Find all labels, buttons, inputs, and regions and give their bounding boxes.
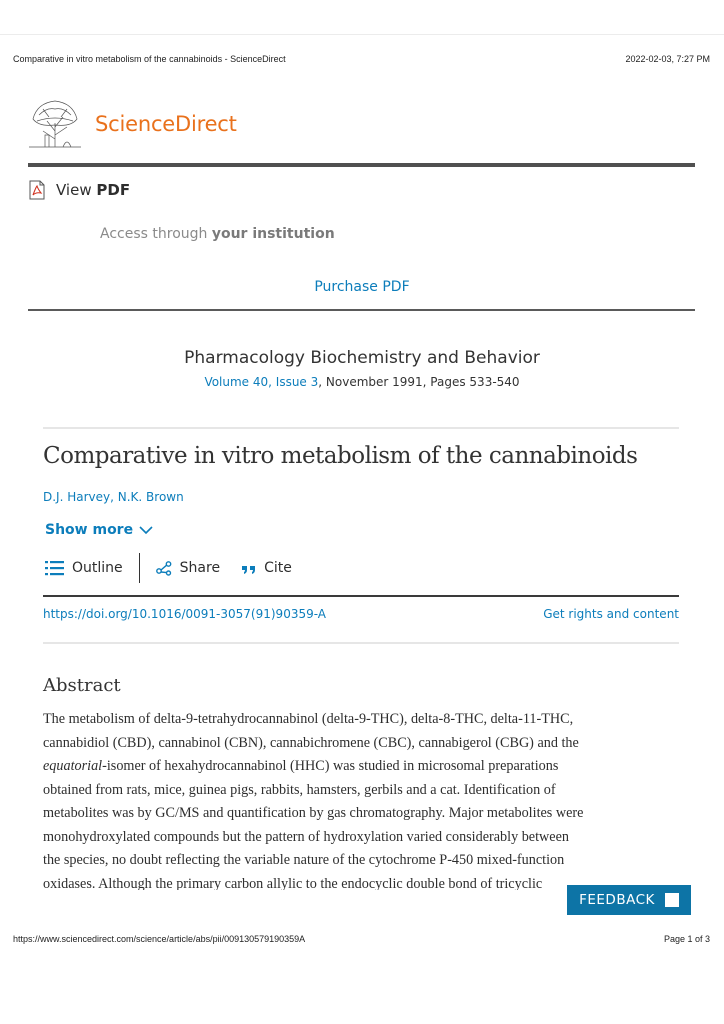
abstract-line-2: cannabidiol (CBD), cannabinol (CBN), cannabichromene (CBC), cannabigerol (CBG) and the — [43, 734, 579, 751]
journal-date-pages: , November 1991, Pages 533-540 — [318, 375, 520, 389]
header-rule — [28, 163, 695, 167]
rights-link[interactable]: Get rights and content — [543, 607, 679, 621]
abstract-line-3-rest: -isomer of hexahydrocannabinol (HHC) was studied in microsomal preparations — [102, 758, 559, 774]
footer-page-number: Page 1 of 3 — [663, 934, 710, 944]
divider-light-abstract — [43, 642, 679, 644]
quote-icon — [242, 562, 256, 574]
outline-label: Outline — [72, 560, 123, 576]
doi-link[interactable]: https://doi.org/10.1016/0091-3057(91)90359-A — [43, 607, 327, 621]
feedback-button[interactable] — [567, 885, 691, 915]
feedback-label: FEEDBACK — [579, 892, 655, 908]
journal-volume — [0, 375, 724, 389]
abstract-heading: Abstract — [43, 675, 121, 696]
print-header-title: Comparative in vitro metabolism of the cannabinoids - ScienceDirect — [13, 54, 286, 64]
view-pdf-bold: PDF — [96, 181, 131, 199]
feedback-square-icon — [665, 893, 679, 907]
footer-url: https://www.sciencedirect.com/science/article/abs/pii/009130579190359A — [13, 934, 306, 944]
access-institution-link[interactable] — [100, 226, 335, 242]
access-bold: your institution — [211, 226, 335, 242]
share-button[interactable] — [156, 560, 220, 576]
access-prefix: Access through — [100, 226, 208, 242]
brand-name[interactable]: ScienceDirect — [95, 112, 237, 136]
cite-button[interactable] — [242, 560, 292, 576]
abstract-line-4: obtained from rats, mice, guinea pigs, rabbits, hamsters, gerbils and a cat. Identification of — [43, 781, 556, 798]
abstract-line-5: metabolites was by GC/MS and quantification by gas chromatography. Major metabolites were — [43, 805, 584, 821]
print-header-date: 2022-02-03, 7:27 PM — [625, 54, 710, 64]
abstract-italic-word: equatorial — [43, 758, 103, 774]
abstract-line-7: the species, no doubt reflecting the variable nature of the cytochrome P-450 mixed-function — [43, 852, 565, 868]
show-more-label: Show more — [45, 522, 134, 538]
toolbar-separator — [139, 553, 140, 583]
view-pdf-link[interactable] — [56, 181, 130, 199]
show-more-button[interactable] — [45, 522, 153, 538]
volume-issue-link[interactable]: Volume 40, Issue 3 — [204, 375, 319, 389]
cite-label: Cite — [264, 560, 292, 576]
chevron-down-icon — [139, 526, 153, 535]
author-list[interactable]: D.J. Harvey, N.K. Brown — [43, 490, 184, 504]
list-icon — [45, 560, 64, 576]
abstract-line-3 — [43, 755, 683, 779]
share-icon — [156, 560, 172, 576]
share-label: Share — [179, 560, 221, 576]
doi-divider — [43, 595, 679, 597]
journal-title[interactable]: Pharmacology Biochemistry and Behavior — [184, 348, 540, 368]
top-divider — [0, 34, 724, 35]
view-pdf-prefix: View — [56, 181, 92, 199]
outline-button[interactable] — [45, 560, 123, 576]
abstract-line-1: The metabolism of delta-9-tetrahydrocannabinol (delta-9-THC), delta-8-THC, delta-11-THC, — [43, 711, 574, 727]
article-toolbar — [45, 553, 292, 583]
abstract-text — [43, 708, 683, 890]
pdf-icon[interactable] — [28, 180, 46, 200]
section-rule — [28, 309, 695, 311]
abstract-line-8: oxidases. Although the primary carbon allylic to the endocyclic double bond of tricyclic — [43, 875, 543, 890]
article-title: Comparative in vitro metabolism of the cannabinoids — [43, 443, 638, 469]
abstract-line-6: monohydroxylated compounds but the pattern of hydroxylation varied considerably between — [43, 828, 569, 845]
elsevier-tree-icon[interactable] — [27, 97, 83, 149]
divider-light-top — [43, 427, 679, 429]
purchase-pdf-link[interactable]: Purchase PDF — [314, 279, 410, 295]
